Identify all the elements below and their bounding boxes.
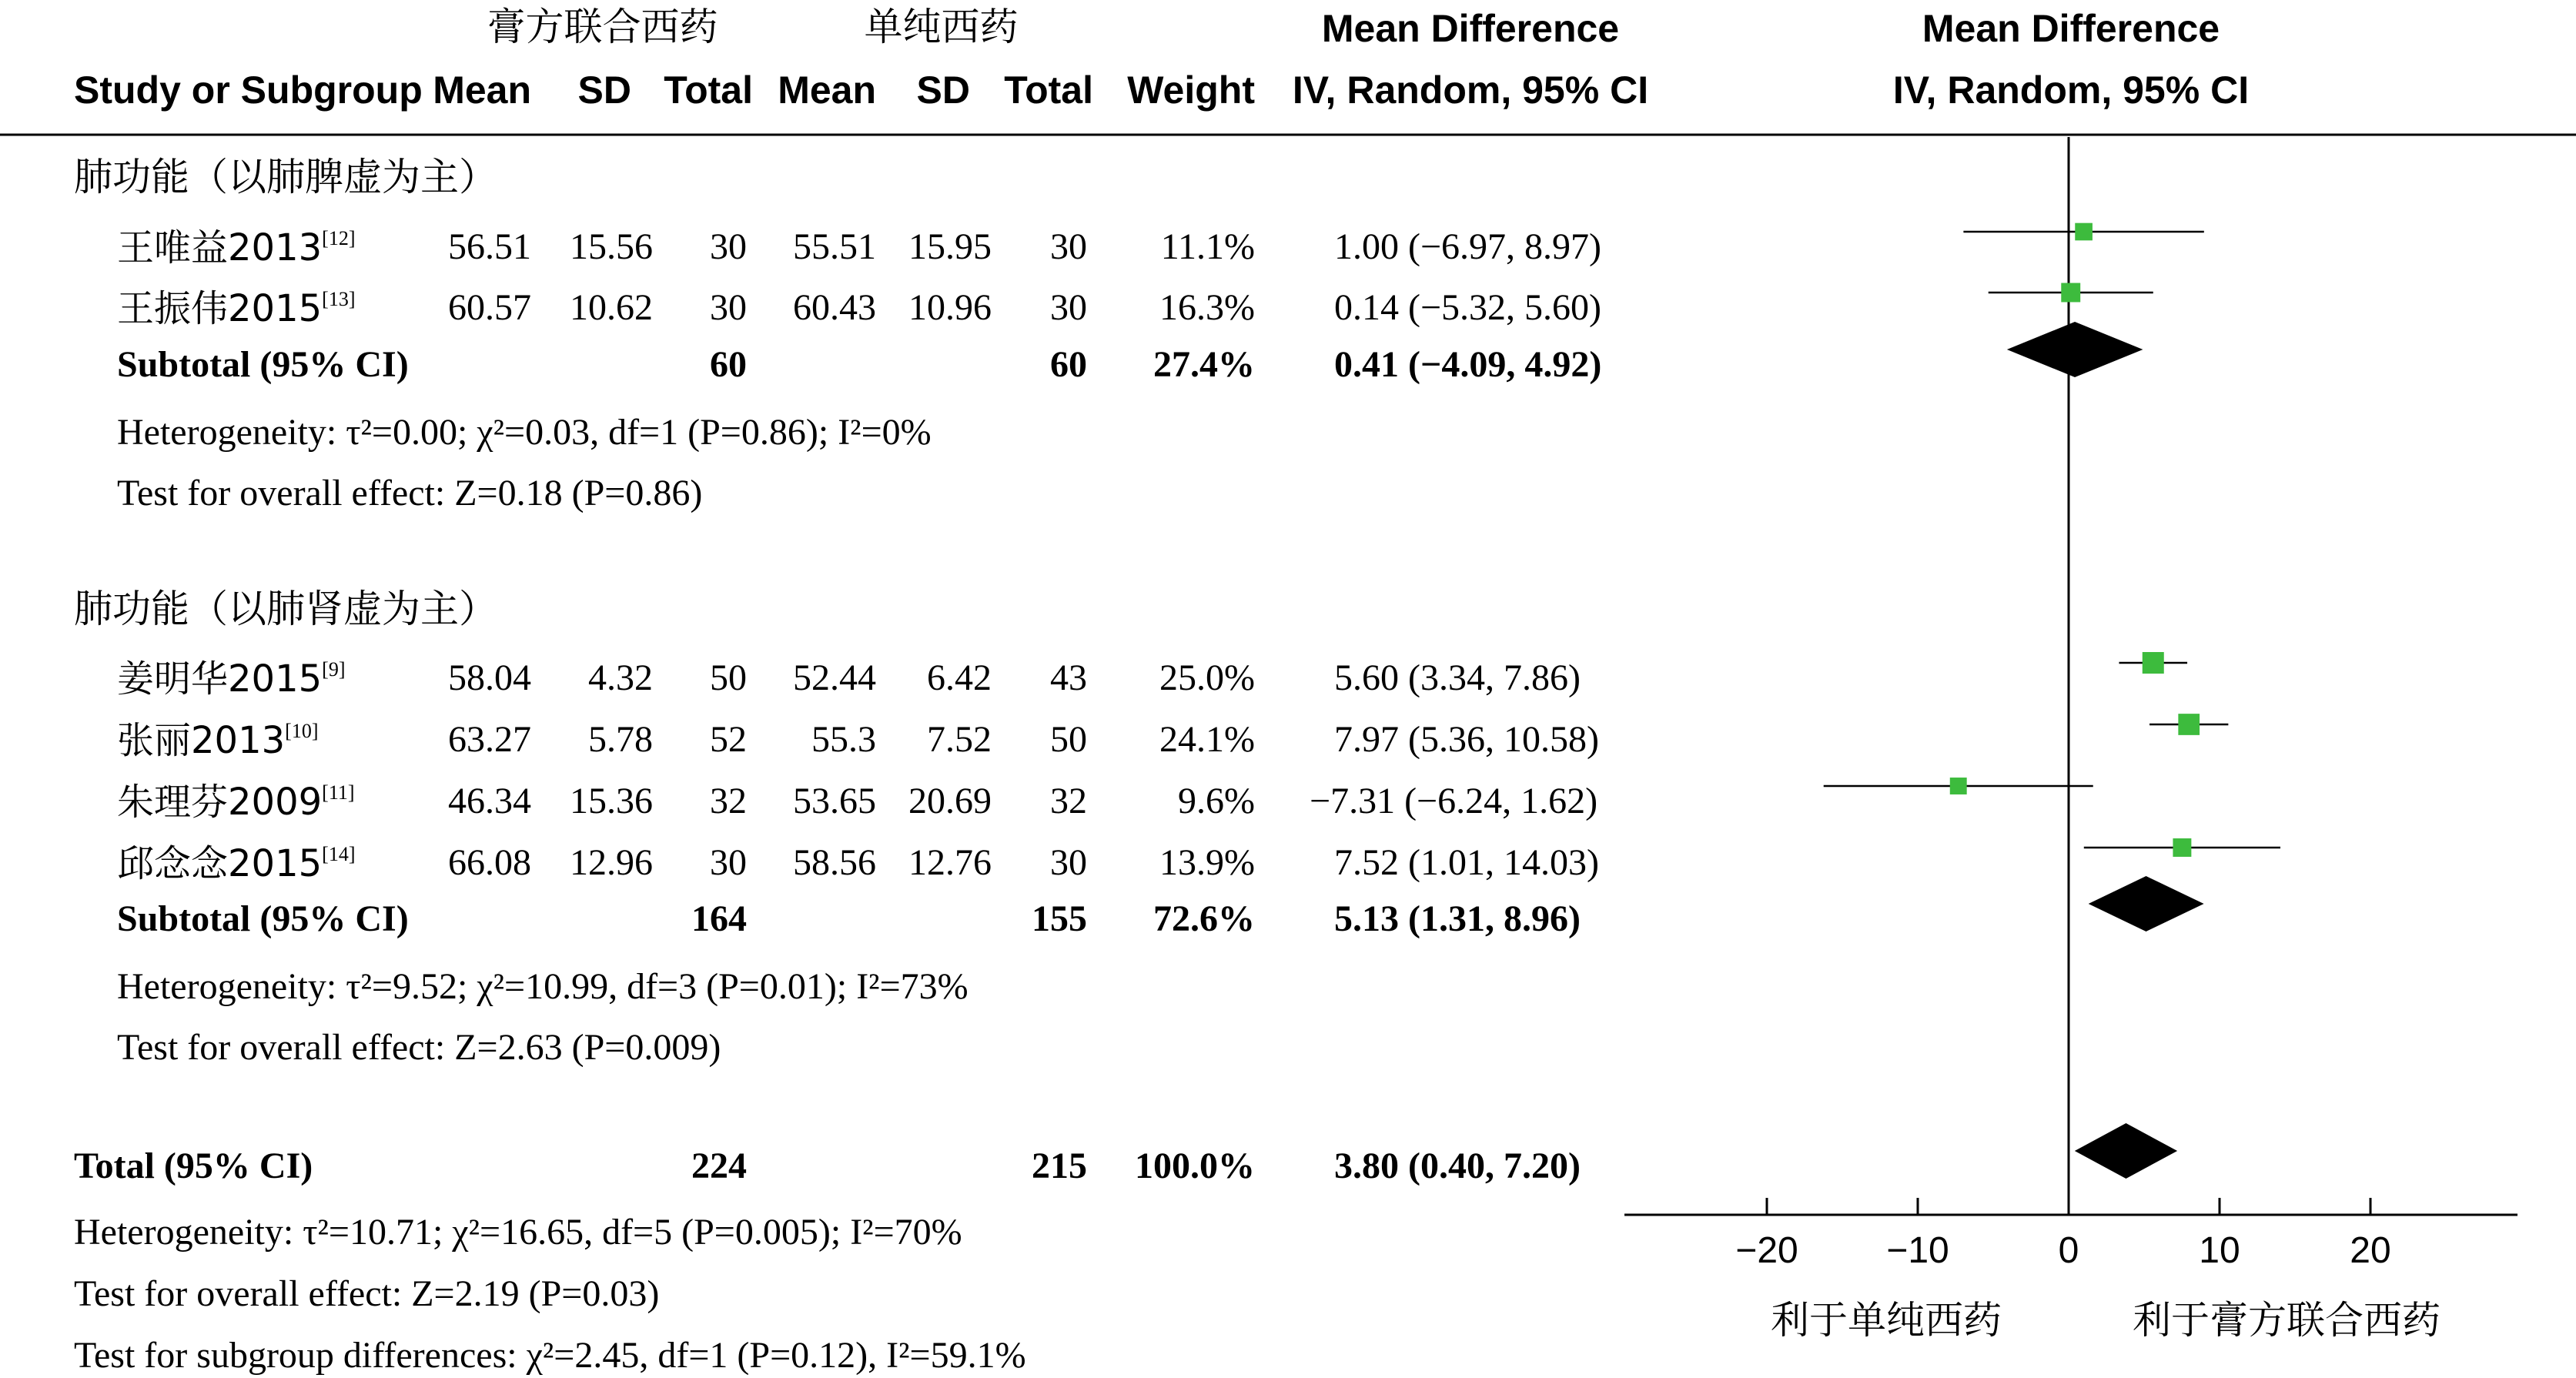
study-point xyxy=(2075,223,2093,241)
sd2-value: 15.95 xyxy=(908,226,992,267)
sd1-value: 15.56 xyxy=(570,226,653,267)
study-name: 王唯益2013[12] xyxy=(117,226,356,269)
study-name: 王振伟2015[13] xyxy=(117,287,356,330)
sd1-value: 12.96 xyxy=(570,842,653,883)
total-label: Total (95% CI) xyxy=(74,1146,313,1186)
total1-value: 32 xyxy=(710,781,747,821)
study-point xyxy=(1950,778,1967,794)
mean2-value: 60.43 xyxy=(793,287,876,328)
sd2-value: 20.69 xyxy=(908,781,992,821)
subtotal-diamond xyxy=(2007,322,2143,377)
col-study-header: Study or Subgroup xyxy=(74,69,423,112)
mean1-value: 56.51 xyxy=(448,226,531,267)
weight-value: 24.1% xyxy=(1159,719,1255,760)
total2-value: 30 xyxy=(1050,287,1087,328)
subgroup-title: 肺功能（以肺肾虚为主） xyxy=(74,587,497,631)
col-sd2-header: SD xyxy=(916,69,970,112)
sd2-value: 6.42 xyxy=(927,657,992,698)
ci-value: 7.52 (1.01, 14.03) xyxy=(1334,842,1599,883)
study-name: 张丽2013[10] xyxy=(117,719,319,762)
x-tick-label: 0 xyxy=(2058,1230,2079,1271)
mean1-value: 58.04 xyxy=(448,657,531,698)
total1-value: 30 xyxy=(710,226,747,267)
mean1-value: 63.27 xyxy=(448,719,531,760)
total1-value: 52 xyxy=(710,719,747,760)
study-point xyxy=(2061,283,2080,303)
group1-header: 膏方联合西药 xyxy=(487,5,718,49)
overall-effect-text: Test for overall effect: Z=0.18 (P=0.86) xyxy=(117,473,703,513)
col-mean2-header: Mean xyxy=(778,69,876,112)
total2-value: 43 xyxy=(1050,657,1087,698)
total-diamond xyxy=(2075,1123,2177,1179)
favours-right-label: 利于膏方联合西药 xyxy=(2133,1298,2441,1343)
subtotal-ci: 5.13 (1.31, 8.96) xyxy=(1334,898,1581,939)
study-name: 邱念念2015[14] xyxy=(117,842,356,885)
total2-value: 30 xyxy=(1050,842,1087,883)
total2-value: 30 xyxy=(1050,226,1087,267)
study-point xyxy=(2143,652,2164,674)
weight-value: 9.6% xyxy=(1178,781,1255,821)
group2-header: 单纯西药 xyxy=(864,5,1019,49)
total1-value: 30 xyxy=(710,842,747,883)
total-weight: 100.0% xyxy=(1135,1146,1255,1186)
heterogeneity-text: Heterogeneity: τ²=9.52; χ²=10.99, df=3 (P=0.01); I²=73% xyxy=(117,966,969,1007)
study-name: 姜明华2015[9] xyxy=(117,657,346,701)
sd1-value: 10.62 xyxy=(570,287,653,328)
sd2-value: 12.76 xyxy=(908,842,992,883)
total-total1: 224 xyxy=(691,1146,747,1186)
subtotal-total2: 155 xyxy=(1032,898,1087,939)
study-point xyxy=(2173,838,2191,857)
md-header-top: Mean Difference xyxy=(1321,7,1620,50)
subtotal-total1: 164 xyxy=(691,898,747,939)
ci-value: 5.60 (3.34, 7.86) xyxy=(1334,657,1581,698)
sd1-value: 5.78 xyxy=(588,719,653,760)
col-sd1-header: SD xyxy=(577,69,631,112)
favours-left-label: 利于单纯西药 xyxy=(1771,1298,2002,1343)
total-ci: 3.80 (0.40, 7.20) xyxy=(1334,1146,1581,1186)
weight-value: 11.1% xyxy=(1160,226,1255,267)
x-tick-label: −10 xyxy=(1886,1230,1949,1271)
mean2-value: 52.44 xyxy=(793,657,876,698)
subgroup-title: 肺功能（以肺脾虚为主） xyxy=(74,155,497,199)
study-name: 朱理芬2009[11] xyxy=(117,781,355,824)
total1-value: 30 xyxy=(710,287,747,328)
heterogeneity-text: Heterogeneity: τ²=0.00; χ²=0.03, df=1 (P=0.86); I²=0% xyxy=(117,412,932,453)
subtotal-ci: 0.41 (−4.09, 4.92) xyxy=(1334,344,1602,385)
total-heterogeneity-text: Heterogeneity: τ²=10.71; χ²=16.65, df=5 (P=0.005); I²=70% xyxy=(74,1212,962,1253)
ci-value: −7.31 (−6.24, 1.62) xyxy=(1310,781,1598,821)
col-total2-header: Total xyxy=(1004,69,1093,112)
sd1-value: 4.32 xyxy=(588,657,653,698)
subtotal-diamond xyxy=(2089,876,2204,931)
sd2-value: 7.52 xyxy=(927,719,992,760)
plot-header-top: Mean Difference xyxy=(1922,7,2220,50)
subgroup-differences-text: Test for subgroup differences: χ²=2.45, df=1 (P=0.12), I²=59.1% xyxy=(74,1335,1026,1376)
mean2-value: 58.56 xyxy=(793,842,876,883)
subtotal-label: Subtotal (95% CI) xyxy=(117,898,409,939)
mean1-value: 66.08 xyxy=(448,842,531,883)
subtotal-total2: 60 xyxy=(1050,344,1087,385)
mean2-value: 53.65 xyxy=(793,781,876,821)
col-mean1-header: Mean xyxy=(433,69,531,112)
x-tick-label: 20 xyxy=(2350,1230,2391,1271)
study-point xyxy=(2178,714,2200,735)
weight-value: 13.9% xyxy=(1159,842,1255,883)
mean1-value: 60.57 xyxy=(448,287,531,328)
x-tick-label: 10 xyxy=(2199,1230,2240,1271)
mean1-value: 46.34 xyxy=(448,781,531,821)
sd1-value: 15.36 xyxy=(570,781,653,821)
md-header-bottom: IV, Random, 95% CI xyxy=(1292,69,1649,112)
total-overall-effect-text: Test for overall effect: Z=2.19 (P=0.03) xyxy=(74,1273,660,1314)
subtotal-total1: 60 xyxy=(710,344,747,385)
overall-effect-text: Test for overall effect: Z=2.63 (P=0.009) xyxy=(117,1027,721,1068)
plot-header-bottom: IV, Random, 95% CI xyxy=(1892,69,2250,112)
total-total2: 215 xyxy=(1032,1146,1087,1186)
mean2-value: 55.3 xyxy=(811,719,876,760)
col-total1-header: Total xyxy=(664,69,753,112)
ci-value: 1.00 (−6.97, 8.97) xyxy=(1334,226,1602,267)
ci-value: 0.14 (−5.32, 5.60) xyxy=(1334,287,1602,328)
total2-value: 32 xyxy=(1050,781,1087,821)
mean2-value: 55.51 xyxy=(793,226,876,267)
sd2-value: 10.96 xyxy=(908,287,992,328)
total2-value: 50 xyxy=(1050,719,1087,760)
subtotal-weight: 72.6% xyxy=(1153,898,1255,939)
x-tick-label: −20 xyxy=(1735,1230,1798,1271)
ci-value: 7.97 (5.36, 10.58) xyxy=(1334,719,1599,760)
col-weight-header: Weight xyxy=(1127,69,1255,112)
weight-value: 25.0% xyxy=(1159,657,1255,698)
subtotal-weight: 27.4% xyxy=(1153,344,1255,385)
total1-value: 50 xyxy=(710,657,747,698)
weight-value: 16.3% xyxy=(1159,287,1255,328)
subtotal-label: Subtotal (95% CI) xyxy=(117,344,409,385)
